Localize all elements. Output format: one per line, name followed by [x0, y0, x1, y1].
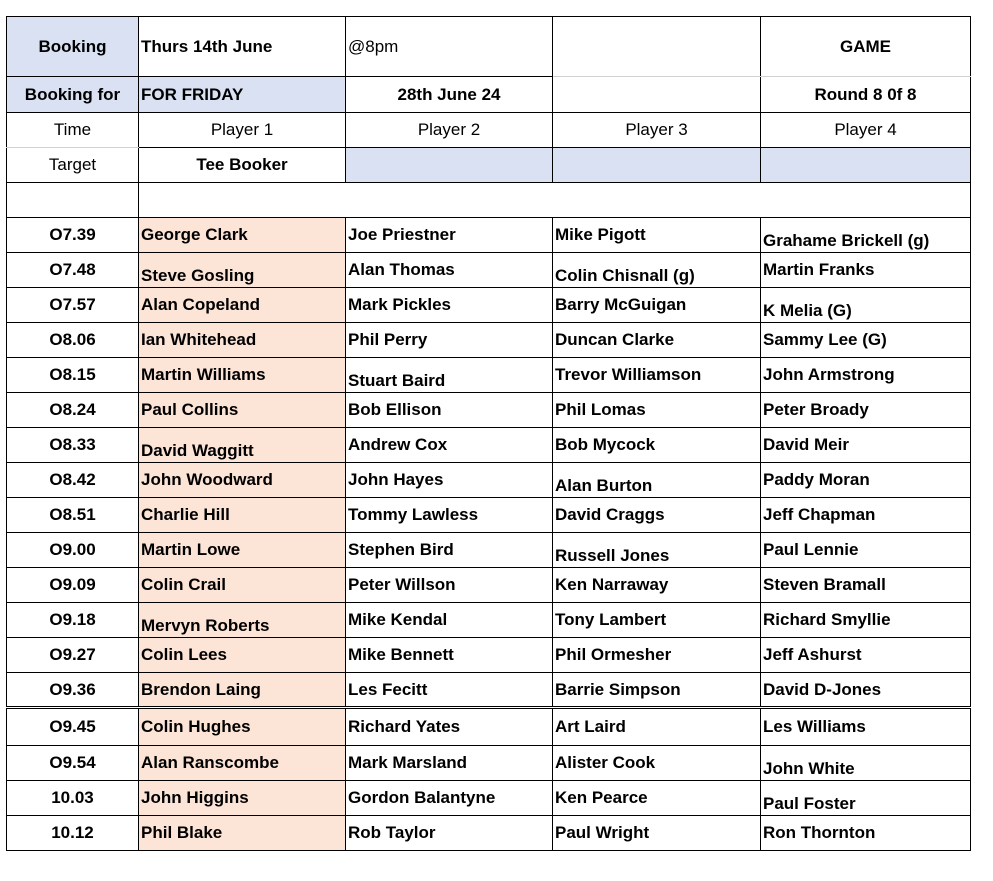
player4-cell[interactable]: Richard Smyllie: [761, 603, 971, 638]
tee-time-row: [7, 428, 971, 463]
player1-cell[interactable]: David Waggitt: [139, 428, 346, 463]
player2-cell[interactable]: Mike Bennett: [346, 638, 553, 673]
player3-cell[interactable]: David Craggs: [553, 498, 761, 533]
player1-cell[interactable]: Phil Blake: [139, 816, 346, 851]
player1-cell[interactable]: Alan Copeland: [139, 288, 346, 323]
player4-cell[interactable]: Peter Broady: [761, 393, 971, 428]
tee-time-cell[interactable]: O9.00: [7, 533, 139, 568]
player2-cell[interactable]: Andrew Cox: [346, 428, 553, 463]
player4-cell[interactable]: Ron Thornton: [761, 816, 971, 851]
player2-cell[interactable]: Peter Willson: [346, 568, 553, 603]
tee-time-cell[interactable]: O7.39: [7, 218, 139, 253]
player1-cell[interactable]: Colin Hughes: [139, 708, 346, 746]
player3-cell[interactable]: Art Laird: [553, 708, 761, 746]
tee-time-row: [7, 781, 971, 816]
player4-cell[interactable]: John White: [761, 746, 971, 781]
tee-time-cell[interactable]: O8.15: [7, 358, 139, 393]
player4-cell[interactable]: Jeff Chapman: [761, 498, 971, 533]
player2-cell[interactable]: Joe Priestner: [346, 218, 553, 253]
booking-for-label: Booking for: [7, 77, 139, 113]
time-column-header: Time: [7, 113, 139, 148]
player4-cell[interactable]: Paul Lennie: [761, 533, 971, 568]
player2-cell[interactable]: Stephen Bird: [346, 533, 553, 568]
tee-time-cell[interactable]: O8.24: [7, 393, 139, 428]
player1-cell[interactable]: Brendon Laing: [139, 673, 346, 708]
game-label: GAME: [761, 17, 971, 77]
player3-cell[interactable]: Trevor Williamson: [553, 358, 761, 393]
tee-time-cell[interactable]: O7.48: [7, 253, 139, 288]
player4-cell[interactable]: John Armstrong: [761, 358, 971, 393]
booking-label: Booking: [7, 17, 139, 77]
player1-cell[interactable]: Ian Whitehead: [139, 323, 346, 358]
tee-time-row: [7, 218, 971, 253]
tee-time-row: [7, 533, 971, 568]
tee-time-row: [7, 568, 971, 603]
tee-time-row: [7, 463, 971, 498]
empty-target-cell[interactable]: [346, 148, 553, 183]
player3-cell[interactable]: Russell Jones: [553, 533, 761, 568]
empty-header-cell[interactable]: [553, 77, 761, 113]
player4-cell[interactable]: Sammy Lee (G): [761, 323, 971, 358]
player4-cell[interactable]: K Melia (G): [761, 288, 971, 323]
tee-time-row: [7, 498, 971, 533]
player2-cell[interactable]: John Hayes: [346, 463, 553, 498]
player3-cell[interactable]: Alan Burton: [553, 463, 761, 498]
tee-time-cell[interactable]: O9.18: [7, 603, 139, 638]
player1-cell[interactable]: John Higgins: [139, 781, 346, 816]
tee-time-row: [7, 673, 971, 708]
tee-time-row: [7, 358, 971, 393]
tee-time-cell[interactable]: O8.33: [7, 428, 139, 463]
tee-time-cell[interactable]: 10.03: [7, 781, 139, 816]
player2-cell[interactable]: Mark Pickles: [346, 288, 553, 323]
tee-time-cell[interactable]: O8.06: [7, 323, 139, 358]
player1-column-header: Player 1: [139, 113, 346, 148]
player1-cell[interactable]: Alan Ranscombe: [139, 746, 346, 781]
tee-time-row: [7, 746, 971, 781]
player3-cell[interactable]: Bob Mycock: [553, 428, 761, 463]
player3-cell[interactable]: Phil Lomas: [553, 393, 761, 428]
player1-cell[interactable]: Colin Crail: [139, 568, 346, 603]
player3-cell[interactable]: Tony Lambert: [553, 603, 761, 638]
player2-cell[interactable]: Bob Ellison: [346, 393, 553, 428]
player4-cell[interactable]: Grahame Brickell (g): [761, 218, 971, 253]
player1-cell[interactable]: Martin Lowe: [139, 533, 346, 568]
player2-cell[interactable]: Richard Yates: [346, 708, 553, 746]
tee-time-row: [7, 253, 971, 288]
player3-cell[interactable]: Duncan Clarke: [553, 323, 761, 358]
player2-cell[interactable]: Gordon Balantyne: [346, 781, 553, 816]
booking-for-value[interactable]: FOR FRIDAY: [139, 77, 346, 113]
player3-cell[interactable]: Barrie Simpson: [553, 673, 761, 708]
player4-cell[interactable]: Jeff Ashurst: [761, 638, 971, 673]
player4-column-header: Player 4: [761, 113, 971, 148]
empty-target-cell[interactable]: [553, 148, 761, 183]
player4-cell[interactable]: David D-Jones: [761, 673, 971, 708]
player2-cell[interactable]: Tommy Lawless: [346, 498, 553, 533]
tee-time-row: [7, 288, 971, 323]
player2-column-header: Player 2: [346, 113, 553, 148]
tee-time-cell[interactable]: O9.36: [7, 673, 139, 708]
player1-cell[interactable]: John Woodward: [139, 463, 346, 498]
player3-cell[interactable]: Colin Chisnall (g): [553, 253, 761, 288]
tee-time-cell[interactable]: O9.45: [7, 708, 139, 746]
player4-cell[interactable]: Paul Foster: [761, 781, 971, 816]
tee-time-cell[interactable]: O8.42: [7, 463, 139, 498]
player1-cell[interactable]: Charlie Hill: [139, 498, 346, 533]
player1-cell[interactable]: Steve Gosling: [139, 253, 346, 288]
spacer-cell: [7, 183, 139, 218]
tee-time-row: [7, 708, 971, 746]
player4-cell[interactable]: Martin Franks: [761, 253, 971, 288]
player2-cell[interactable]: Stuart Baird: [346, 358, 553, 393]
tee-booker-label: Tee Booker: [139, 148, 346, 183]
player4-cell[interactable]: Paddy Moran: [761, 463, 971, 498]
player3-cell[interactable]: Paul Wright: [553, 816, 761, 851]
player1-cell[interactable]: Martin Williams: [139, 358, 346, 393]
player3-column-header: Player 3: [553, 113, 761, 148]
player2-cell[interactable]: Rob Taylor: [346, 816, 553, 851]
player4-cell[interactable]: David Meir: [761, 428, 971, 463]
tee-time-row: [7, 323, 971, 358]
tee-time-row: [7, 603, 971, 638]
tee-time-cell[interactable]: O9.54: [7, 746, 139, 781]
player1-cell[interactable]: George Clark: [139, 218, 346, 253]
empty-header-cell[interactable]: [553, 17, 761, 77]
spacer-cell: [139, 183, 971, 218]
player2-cell[interactable]: Mark Marsland: [346, 746, 553, 781]
target-label: Target: [7, 148, 139, 183]
tee-sheet-table: [6, 16, 971, 851]
player1-cell[interactable]: Colin Lees: [139, 638, 346, 673]
player2-cell[interactable]: Les Fecitt: [346, 673, 553, 708]
player3-cell[interactable]: Phil Ormesher: [553, 638, 761, 673]
player3-cell[interactable]: Ken Narraway: [553, 568, 761, 603]
player2-cell[interactable]: Phil Perry: [346, 323, 553, 358]
round-label: Round 8 0f 8: [761, 77, 971, 113]
player3-cell[interactable]: Ken Pearce: [553, 781, 761, 816]
tee-time-cell[interactable]: O9.27: [7, 638, 139, 673]
tee-time-cell[interactable]: 10.12: [7, 816, 139, 851]
player3-cell[interactable]: Mike Pigott: [553, 218, 761, 253]
tee-time-row: [7, 638, 971, 673]
player4-cell[interactable]: Steven Bramall: [761, 568, 971, 603]
tee-time-cell[interactable]: O8.51: [7, 498, 139, 533]
player3-cell[interactable]: Barry McGuigan: [553, 288, 761, 323]
tee-time-row: [7, 393, 971, 428]
player4-cell[interactable]: Les Williams: [761, 708, 971, 746]
player1-cell[interactable]: Paul Collins: [139, 393, 346, 428]
booking-for-date[interactable]: 28th June 24: [346, 77, 553, 113]
player2-cell[interactable]: Mike Kendal: [346, 603, 553, 638]
empty-target-cell[interactable]: [761, 148, 971, 183]
player1-cell[interactable]: Mervyn Roberts: [139, 603, 346, 638]
booking-time[interactable]: @8pm: [346, 17, 553, 77]
player3-cell[interactable]: Alister Cook: [553, 746, 761, 781]
booking-date[interactable]: Thurs 14th June: [139, 17, 346, 77]
player2-cell[interactable]: Alan Thomas: [346, 253, 553, 288]
tee-time-cell[interactable]: O9.09: [7, 568, 139, 603]
tee-time-row: [7, 816, 971, 851]
tee-time-cell[interactable]: O7.57: [7, 288, 139, 323]
